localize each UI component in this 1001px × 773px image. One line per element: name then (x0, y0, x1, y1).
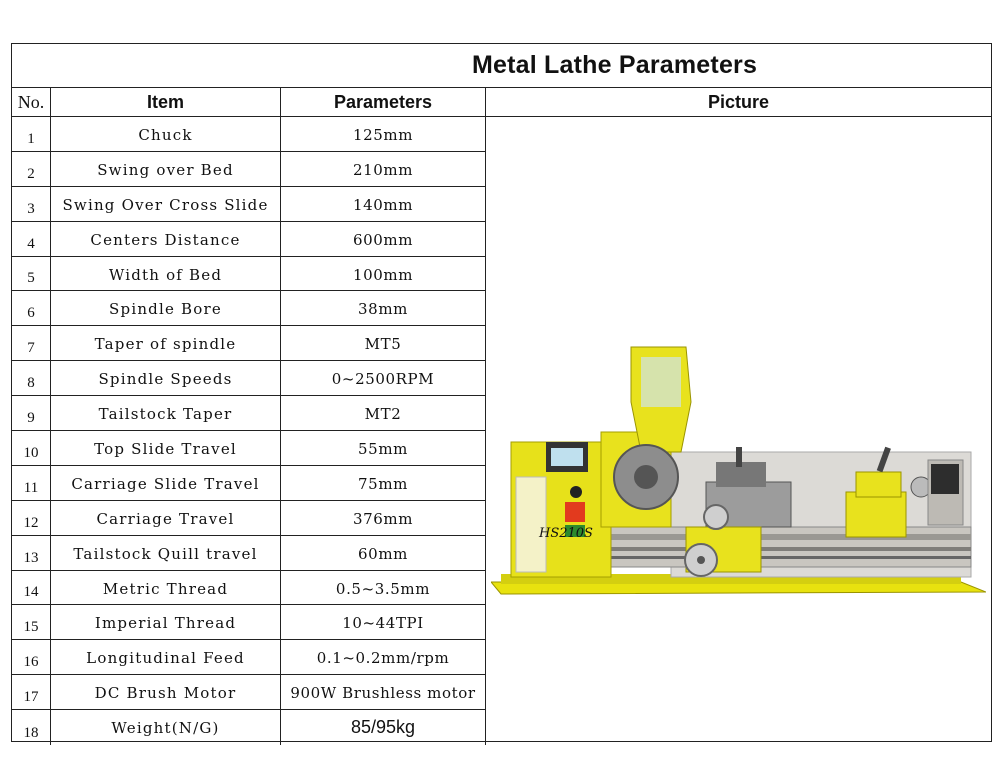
row-number: 7 (12, 326, 51, 360)
row-parameter: 125mm (281, 117, 486, 151)
table-row (12, 152, 485, 187)
row-number: 17 (12, 675, 51, 709)
row-parameter: 60mm (281, 536, 486, 570)
row-number: 10 (12, 431, 51, 465)
header-no: No. (12, 88, 51, 116)
table-row (12, 396, 485, 431)
table-row (12, 466, 485, 501)
table-row (12, 222, 485, 257)
table-row (12, 571, 485, 606)
table-row (12, 675, 485, 710)
header-parameters: Parameters (281, 88, 486, 116)
row-number: 3 (12, 187, 51, 221)
row-parameter: 376mm (281, 501, 486, 535)
row-parameter: 10~44TPI (281, 605, 486, 639)
row-item: Imperial Thread (51, 605, 281, 639)
row-item: Chuck (51, 117, 281, 151)
row-number: 6 (12, 291, 51, 325)
header-row (12, 88, 991, 117)
row-item: Metric Thread (51, 571, 281, 605)
row-item: Top Slide Travel (51, 431, 281, 465)
row-item: Swing Over Cross Slide (51, 187, 281, 221)
row-item: Spindle Speeds (51, 361, 281, 395)
row-number: 11 (12, 466, 51, 500)
table-row (12, 117, 485, 152)
row-item: Longitudinal Feed (51, 640, 281, 674)
lathe-image (491, 342, 986, 622)
model-label: HS210S (539, 526, 593, 541)
row-number: 1 (12, 117, 51, 151)
page-title: Metal Lathe Parameters (472, 51, 758, 79)
row-parameter: MT2 (281, 396, 486, 430)
table-body (12, 117, 485, 745)
table-row (12, 257, 485, 292)
row-parameter: 140mm (281, 187, 486, 221)
row-parameter: 0.5~3.5mm (281, 571, 486, 605)
row-item: Tailstock Quill travel (51, 536, 281, 570)
row-number: 12 (12, 501, 51, 535)
table-row (12, 605, 485, 640)
row-parameter: 100mm (281, 257, 486, 291)
row-parameter: 85/95kg (281, 710, 486, 745)
row-item: Taper of spindle (51, 326, 281, 360)
row-number: 5 (12, 257, 51, 291)
row-number: 14 (12, 571, 51, 605)
row-parameter: 75mm (281, 466, 486, 500)
row-parameter: 0.1~0.2mm/rpm (281, 640, 486, 674)
row-number: 13 (12, 536, 51, 570)
row-number: 9 (12, 396, 51, 430)
row-number: 8 (12, 361, 51, 395)
table-row (12, 291, 485, 326)
row-item: Spindle Bore (51, 291, 281, 325)
row-number: 15 (12, 605, 51, 639)
row-number: 16 (12, 640, 51, 674)
picture-cell (485, 117, 991, 741)
table-row (12, 431, 485, 466)
row-number: 18 (12, 710, 51, 745)
table-row (12, 501, 485, 536)
row-item: Weight(N/G) (51, 710, 281, 745)
table-row (12, 536, 485, 571)
row-item: Centers Distance (51, 222, 281, 256)
row-item: Tailstock Taper (51, 396, 281, 430)
row-parameter: 600mm (281, 222, 486, 256)
header-item: Item (51, 88, 281, 116)
table-row (12, 640, 485, 675)
row-item: Carriage Travel (51, 501, 281, 535)
parameters-table (11, 43, 992, 742)
row-item: Carriage Slide Travel (51, 466, 281, 500)
row-parameter: 900W Brushless motor (281, 675, 486, 709)
row-item: Width of Bed (51, 257, 281, 291)
row-parameter: 0~2500RPM (281, 361, 486, 395)
row-parameter: 38mm (281, 291, 486, 325)
row-number: 4 (12, 222, 51, 256)
header-picture: Picture (707, 91, 770, 112)
row-parameter: 210mm (281, 152, 486, 186)
table-row (12, 187, 485, 222)
row-parameter: MT5 (281, 326, 486, 360)
row-item: DC Brush Motor (51, 675, 281, 709)
row-number: 2 (12, 152, 51, 186)
table-row (12, 361, 485, 396)
row-parameter: 55mm (281, 431, 486, 465)
title-row (12, 44, 991, 88)
row-item: Swing over Bed (51, 152, 281, 186)
table-row (12, 326, 485, 361)
table-row (12, 710, 485, 745)
